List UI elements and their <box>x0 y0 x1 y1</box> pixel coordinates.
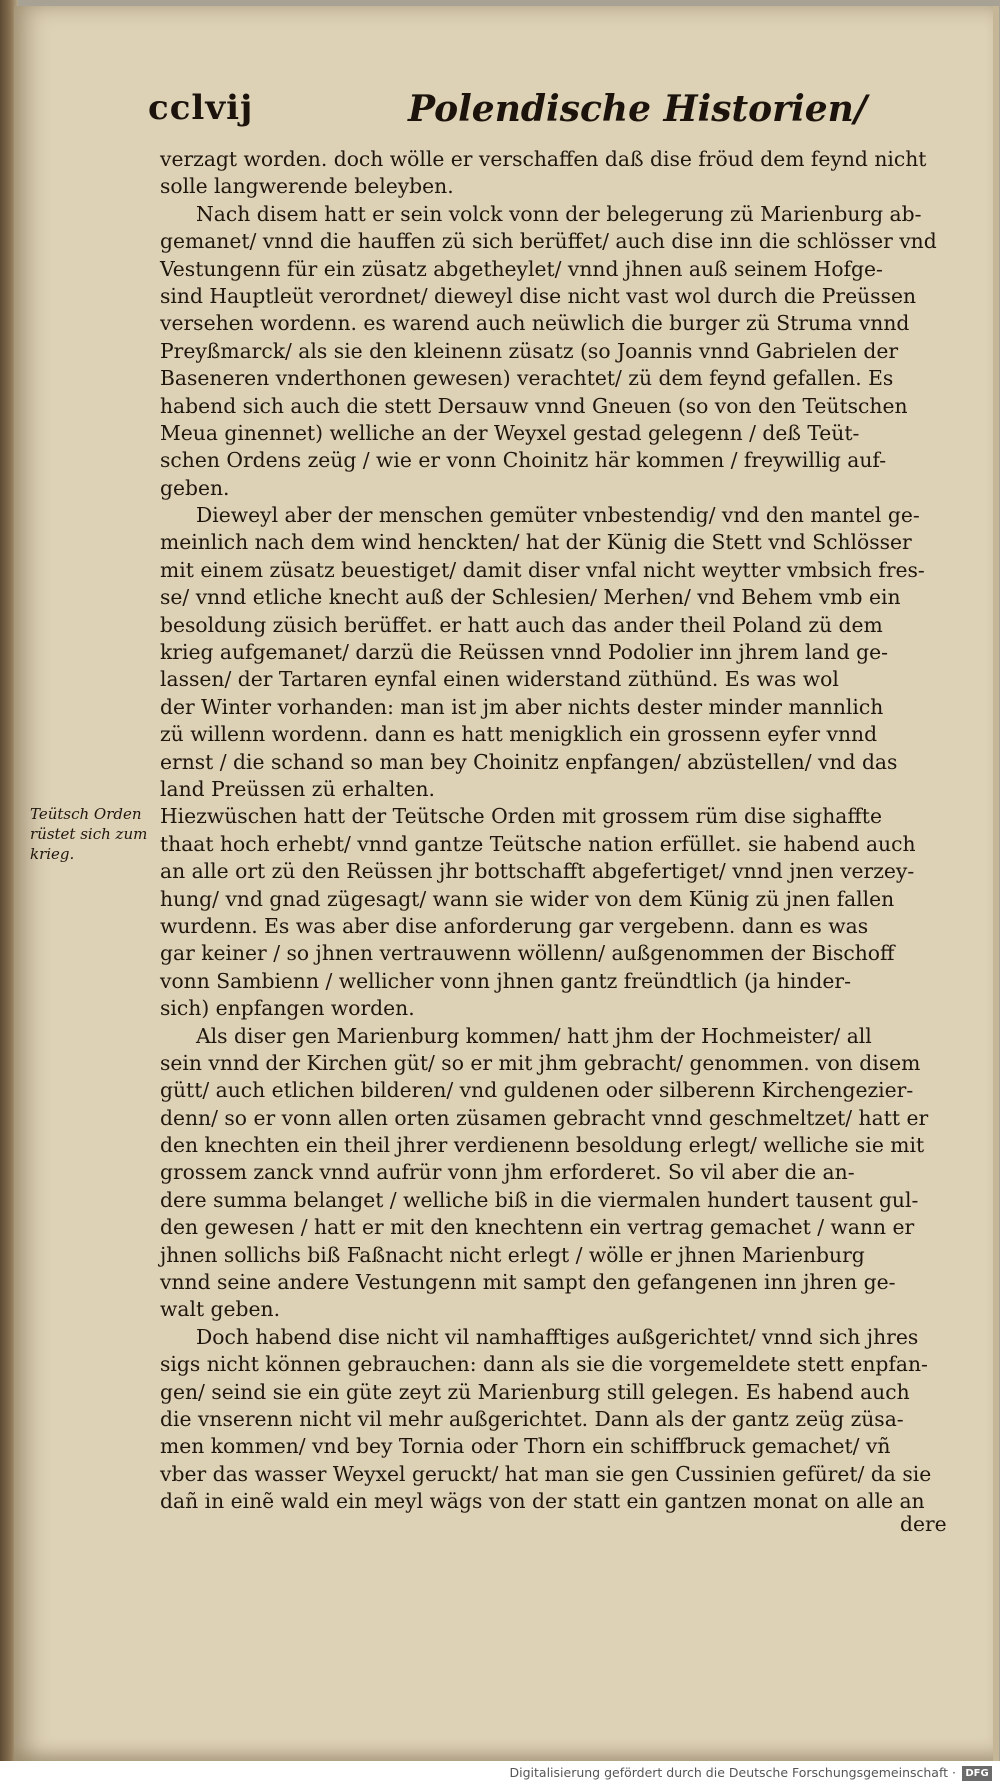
marginal-note <box>30 804 148 864</box>
text-line: schen Ordens zeüg / wie er vonn Choinitz här kommen / freywillig auf- <box>160 448 887 473</box>
text-line: vnnd seine andere Vestungenn mit sampt den gefangenen inn jhren ge- <box>160 1270 896 1295</box>
text-line: dañ in einẽ wald ein meyl wägs von der statt ein gantzen monat on alle an <box>160 1489 925 1514</box>
page-header <box>148 88 978 148</box>
marginal-note-line: Teütsch Orden <box>30 805 142 823</box>
text-line: den gewesen / hatt er mit den knechtenn ein vertrag gemachet / wann er <box>160 1215 915 1240</box>
catchword: dere <box>900 1512 947 1536</box>
text-line: gemanet/ vnnd die hauffen zü sich berüffet/ auch dise inn die schlösser vnd <box>160 229 937 254</box>
text-line: krieg aufgemanet/ darzü die Reüssen vnnd Podolier inn jhrem land ge- <box>160 640 888 665</box>
text-line: vber das wasser Weyxel geruckt/ hat man sie gen Cussinien gefüret/ da sie <box>160 1461 932 1486</box>
text-line: gütt/ auch etlichen bilderen/ vnd guldenen oder silberenn Kirchengezier- <box>160 1078 914 1103</box>
text-line: Nach disem hatt er sein volck vonn der belegerung zü Marienburg ab- <box>196 201 922 226</box>
text-line: men kommen/ vnd bey Tornia oder Thorn ein schiffbruck gemachet/ vñ <box>160 1434 891 1459</box>
text-line: solle langwerende beleyben. <box>160 174 454 199</box>
text-line: Hiezwüschen hatt der Teütsche Orden mit grossem rüm dise sighaffte <box>160 804 882 829</box>
text-line: habend sich auch die stett Dersauw vnnd Gneuen (so von den Teütschen <box>160 393 908 418</box>
text-line: Baseneren vnderthonen gewesen) verachtet/ zü dem feynd gefallen. Es <box>160 366 894 391</box>
text-line: Preyßmarck/ als sie den kleinenn züsatz (so Joannis vnnd Gabrielen der <box>160 338 899 363</box>
text-line: lassen/ der Tartaren eynfal einen widerstand züthünd. Es was wol <box>160 667 839 692</box>
text-line: sich) enpfangen worden. <box>160 996 415 1021</box>
text-line: Vestungenn für ein züsatz abgetheylet/ vnnd jhnen auß seinem Hofge- <box>160 256 883 281</box>
dfg-logo: DFG <box>962 1766 992 1781</box>
body-text <box>160 146 960 1516</box>
page-edge <box>993 6 999 1761</box>
text-line: den knechten ein theil jhrer verdienenn besoldung erlegt/ welliche sie mit <box>160 1133 925 1158</box>
marginal-note-line: krieg. <box>30 845 75 863</box>
text-line: zü willenn wordenn. dann es hatt menigklich ein grossenn eyfer vnnd <box>160 722 878 747</box>
digitization-footer <box>0 1761 1000 1787</box>
text-line: besoldung züsich berüffet. er hatt auch das ander theil Poland zü dem <box>160 612 883 637</box>
text-line: gar keiner / so jhnen vertrauwenn wöllenn/ außgenommen der Bischoff <box>160 941 895 966</box>
text-line: hung/ vnd gnad zügesagt/ wann sie wider von dem Künig zü jnen fallen <box>160 886 895 911</box>
text-line: die vnserenn nicht vil mehr außgerichtet. Dann als der gantz zeüg züsa- <box>160 1406 904 1431</box>
text-line: Als diser gen Marienburg kommen/ hatt jhm der Hochmeister/ all <box>196 1023 872 1048</box>
funding-credit: Digitalisierung gefördert durch die Deutsche Forschungsgemeinschaft · <box>509 1765 956 1780</box>
text-line: Meua ginennet) welliche an der Weyxel gestad gelegenn / deß Teüt- <box>160 420 860 445</box>
folio-number: cclvij <box>148 88 254 128</box>
text-line: grossem zanck vnnd aufrür vonn jhm erforderet. So vil aber die an- <box>160 1160 855 1185</box>
text-line: dere summa belanget / welliche biß in die viermalen hundert tausent gul- <box>160 1187 919 1212</box>
text-line: wurdenn. Es was aber dise anforderung gar vergebenn. dann es was <box>160 913 869 938</box>
text-line: mit einem züsatz beuestiget/ damit diser vnfal nicht weytter vmbsich fres- <box>160 557 925 582</box>
text-line: meinlich nach dem wind henckten/ hat der Künig die Stett vnd Schlösser <box>160 530 912 555</box>
marginal-note-line: rüstet sich zum <box>30 825 148 843</box>
text-line: sein vnnd der Kirchen güt/ so er mit jhm gebracht/ genommen. von disem <box>160 1050 921 1075</box>
text-line: jhnen sollichs biß Faßnacht nicht erlegt / wölle er jhnen Marienburg <box>160 1242 865 1267</box>
text-line: der Winter vorhanden: man ist jm aber nichts dester minder mannlich <box>160 694 884 719</box>
text-line: Dieweyl aber der menschen gemüter vnbestendig/ vnd den mantel ge- <box>196 503 920 528</box>
text-line: versehen wordenn. es warend auch neüwlich die burger zü Struma vnnd <box>160 311 910 336</box>
text-line: denn/ so er vonn allen orten züsamen gebracht vnnd geschmeltzet/ hatt er <box>160 1105 929 1130</box>
text-line: geben. <box>160 475 230 500</box>
text-line: walt geben. <box>160 1297 281 1322</box>
text-line: verzagt worden. doch wölle er verschaffen daß dise fröud dem feynd nicht <box>160 147 927 171</box>
text-line: Doch habend dise nicht vil namhafftiges außgerichtet/ vnnd sich jhres <box>196 1324 919 1349</box>
text-line: ernst / die schand so man bey Choinitz enpfangen/ abzüstellen/ vnd das <box>160 749 898 774</box>
text-line: se/ vnnd etliche knecht auß der Schlesien/ Merhen/ vnd Behem vmb ein <box>160 585 901 610</box>
text-line: vonn Sambienn / wellicher vonn jhnen gantz freündtlich (ja hinder- <box>160 968 851 993</box>
text-line: sind Hauptleüt verordnet/ dieweyl dise nicht vast wol durch die Preüssen <box>160 283 917 308</box>
text-line: land Preüssen zü erhalten. <box>160 776 435 801</box>
running-title: Polendische Historien/ <box>408 88 867 130</box>
text-line: thaat hoch erhebt/ vnnd gantze Teütsche nation erfüllet. sie habend auch <box>160 831 916 856</box>
text-line: an alle ort zü den Reüssen jhr bottschafft abgefertiget/ vnnd jnen verzey- <box>160 859 915 884</box>
text-line: gen/ seind sie ein güte zeyt zü Marienburg still gelegen. Es habend auch <box>160 1379 910 1404</box>
text-line: sigs nicht können gebrauchen: dann als sie die vorgemeldete stett enpfan- <box>160 1352 928 1377</box>
